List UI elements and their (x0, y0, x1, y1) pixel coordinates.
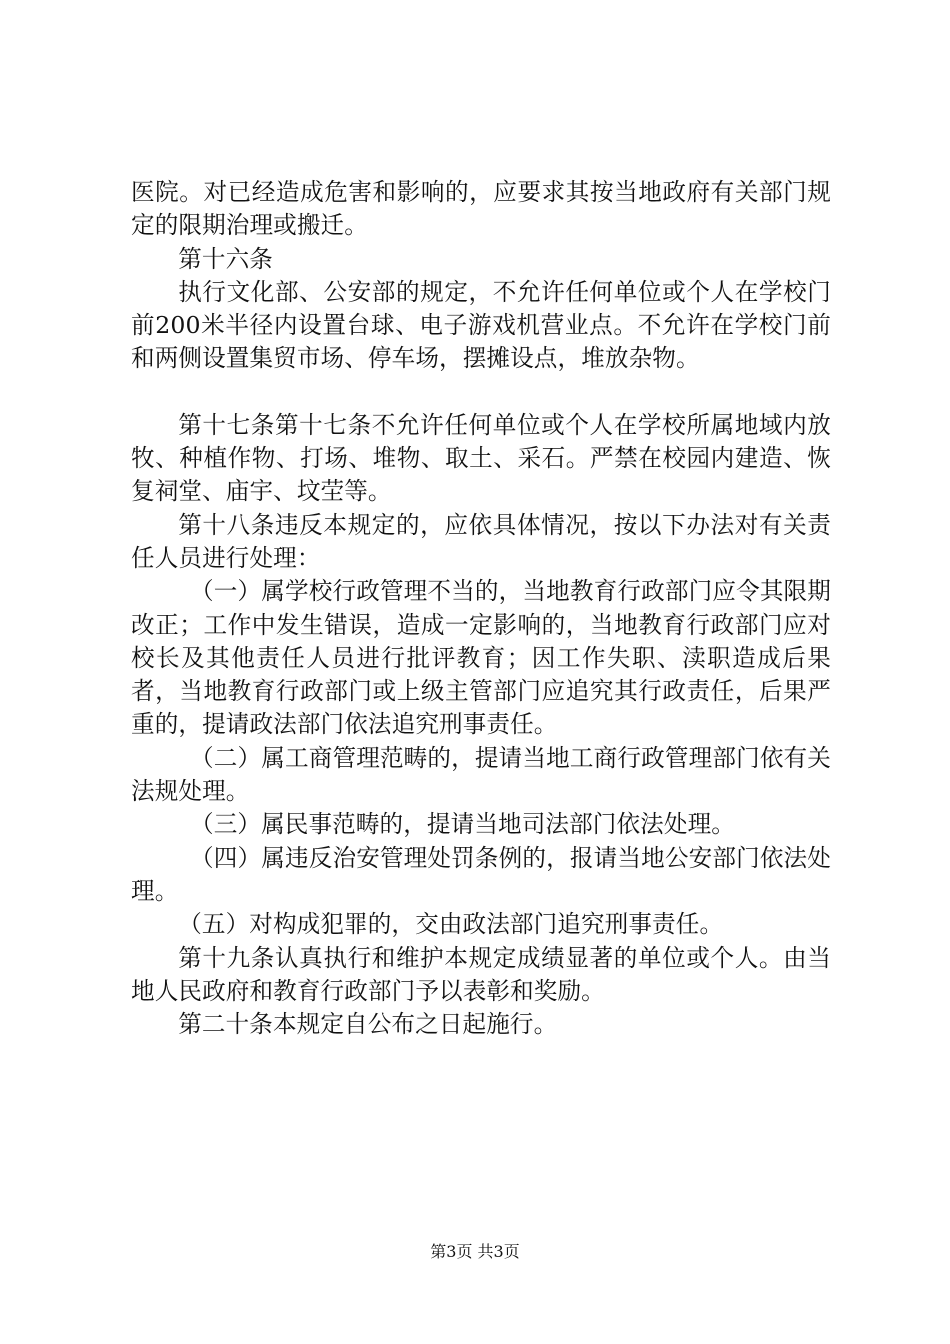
article-18: 第十八条违反本规定的，应依具体情况，按以下办法对有关责任人员进行处理： (131, 510, 831, 572)
page-footer (0, 1242, 950, 1262)
article-17: 第十七条第十七条不允许任何单位或个人在学校所属地域内放牧、种植作物、打场、堆物、取土、采石。严禁在校园内建造、恢复祠堂、庙宇、坟茔等。 (131, 410, 831, 506)
article-18-item-4: （四）属违反治安管理处罚条例的，报请当地公安部门依法处理。 (131, 843, 831, 905)
article-18-item-1: （一）属学校行政管理不当的，当地教育行政部门应令其限期改正；工作中发生错误，造成一定影响的，当地教育行政部门应对校长及其他责任人员进行批评教育；因工作失职、渎职造成后果者，当地教育行政部门或上级主管部门应追究其行政责任，后果严重的，提请政法部门依法追究刑事责任。 (131, 577, 831, 739)
article-18-item-5: （五）对构成犯罪的，交由政法部门追究刑事责任。 (178, 910, 724, 939)
document-body (131, 176, 831, 1041)
article-20: 第二十条本规定自公布之日起施行。 (178, 1010, 558, 1039)
article-18-item-3: （三）属民事范畴的，提请当地司法部门依法处理。 (190, 810, 735, 839)
paragraph-continuation: 医院。对已经造成危害和影响的，应要求其按当地政府有关部门规定的限期治理或搬迁。 (131, 178, 831, 240)
article-16-heading: 第十六条 (178, 244, 273, 273)
article-16-body: 执行文化部、公安部的规定，不允许任何单位或个人在学校门前200米半径内设置台球、电子游戏机营业点。不允许在学校门前和两侧设置集贸市场、停车场，摆摊设点，堆放杂物。 (131, 277, 831, 373)
page-number-label: 第3页 共3页 (430, 1242, 520, 1261)
article-19: 第十九条认真执行和维护本规定成绩显著的单位或个人。由当地人民政府和教育行政部门予以表彰和奖励。 (131, 943, 831, 1005)
article-18-item-2: （二）属工商管理范畴的，提请当地工商行政管理部门依有关法规处理。 (131, 743, 831, 806)
